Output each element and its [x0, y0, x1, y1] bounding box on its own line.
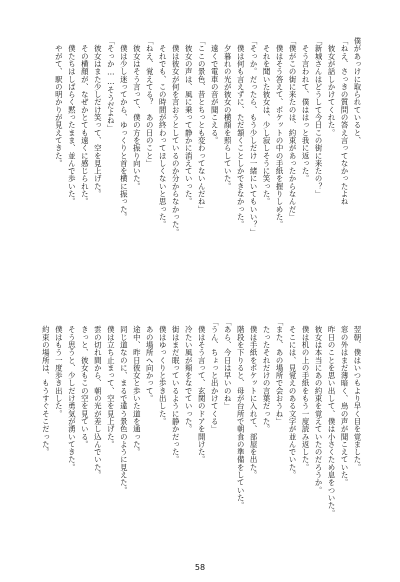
text-column: 同じ道なのに、まるで違う景色のように見えた。	[119, 318, 129, 494]
text-column: それを聞いた彼女は、少し寂しそうに笑った。	[262, 37, 272, 206]
upper-text-block	[44, 37, 362, 305]
text-column: 窓の外はまだ薄暗く、鳥の声が聞こえていた。	[340, 318, 350, 487]
text-column: 僕はゆっくりと歩き出した。	[158, 318, 168, 426]
text-column: 「うん、ちょっと出かけてくる」	[210, 318, 220, 433]
text-column: 「また、あの場所で会おうね」	[275, 318, 285, 426]
text-column: それでも、この時間が終わってほしくないと思った。	[158, 37, 168, 229]
text-column: 冷たい風が頬をなでていった。	[184, 318, 194, 433]
text-column: 僕は何も言えずに、ただ頷くことしかできなかった。	[236, 37, 246, 229]
text-column: 僕は手紙をポケットに入れて、部屋を出た。	[249, 318, 259, 479]
text-column: 僕は彼女が何を言おうとしているのか分からなかった。	[171, 37, 181, 236]
text-column: やがて、駅の明かりが見えてきた。	[54, 37, 64, 168]
text-column: 「そっか……そうだよね」	[106, 37, 116, 132]
text-column: きっと、彼女もこの空を見ている。	[80, 318, 90, 449]
text-column: 僕は立ち止まって、空を見上げた。	[106, 318, 116, 449]
text-column: 「僕がこの街に来たのは、約束があったからなんだ」	[288, 37, 298, 221]
text-column: 街はまだ眠っているように静かだった。	[171, 318, 181, 464]
text-column: 約束の場所は、もうすぐそこだった。	[41, 318, 51, 456]
text-column: 「新城さんはどうして今日この街に来たの？」	[314, 37, 324, 198]
text-column: そこには、見覚えのある文字が並んでいた。	[288, 318, 298, 479]
text-column: 昨日のことを思い出して、僕は小さくため息をついた。	[327, 318, 337, 517]
text-column: 「ねえ、覚えてる？ あの日のこと」	[145, 37, 155, 168]
text-column: 彼女は本当にあの約束を覚えていたのだろうか。	[314, 318, 324, 494]
text-column: 階段を下りると、母が台所で朝食の準備をしていた。	[236, 318, 246, 510]
text-column: 彼女の声は、風に乗って静かに消えていった。	[184, 37, 194, 206]
text-column: そう思うと、少しだけ勇気が湧いてきた。	[67, 318, 77, 471]
text-column: 彼女はまた少しだけ笑って、空を見上げた。	[93, 37, 103, 198]
text-column: 僕はもう一度歩き出した。	[54, 318, 64, 418]
text-column: 彼女が話しかけてくれた。	[327, 37, 337, 137]
text-column: 僕はそう答えて、ポケットの中の手紙を握りしめた。	[275, 37, 285, 229]
text-column: 僕は机の上の手紙をもう一度読み返した。	[301, 318, 311, 471]
text-column: 「ねえ、さっきの質問の答え言ってなかったよね	[340, 37, 350, 206]
text-column: あの場所へ向かって。	[145, 318, 155, 403]
text-column: 翌朝、僕はいつもより早く目を覚ました。	[353, 318, 362, 471]
text-column: 僕があっけに取られていると、	[353, 37, 362, 145]
text-column: 途中、昨日彼女と歩いた道を通った。	[132, 318, 142, 456]
text-column: その横顔が、なぜかとても遠くに感じられた。	[80, 37, 90, 206]
text-column: 夕暮れの光が彼女の横顔を照らしていた。	[223, 37, 233, 190]
text-column: 僕たちはしばらく黙ったまま、並んで歩いた。	[67, 37, 77, 206]
page-number: 58	[194, 563, 206, 572]
text-column: 「そっか。だったら、もう少しだけ一緒にいてもいい？」	[249, 37, 259, 236]
text-column: 「ここの景色、昔とちっとも変わってないんだね」	[197, 37, 207, 213]
text-column: 「あら、今日は早いのね」	[223, 318, 233, 410]
text-column: 僕は少し迷ってから、ゆっくりと首を横に振った。	[119, 37, 129, 221]
text-column: たったそれだけの言葉だった。	[262, 318, 272, 433]
text-column: 雲の切れ間から、朝の光が差し込んでいた。	[93, 318, 103, 479]
text-column: 遠くで電車の音が聞こえる。	[210, 37, 220, 145]
lower-text-block	[40, 318, 362, 555]
text-column: 彼女はそう言って、僕の方を振り向いた。	[132, 37, 142, 190]
text-column: 僕はそう言って、玄関のドアを開けた。	[197, 318, 207, 464]
text-column: そう言われて、僕ははっと我に返った。	[301, 37, 311, 183]
